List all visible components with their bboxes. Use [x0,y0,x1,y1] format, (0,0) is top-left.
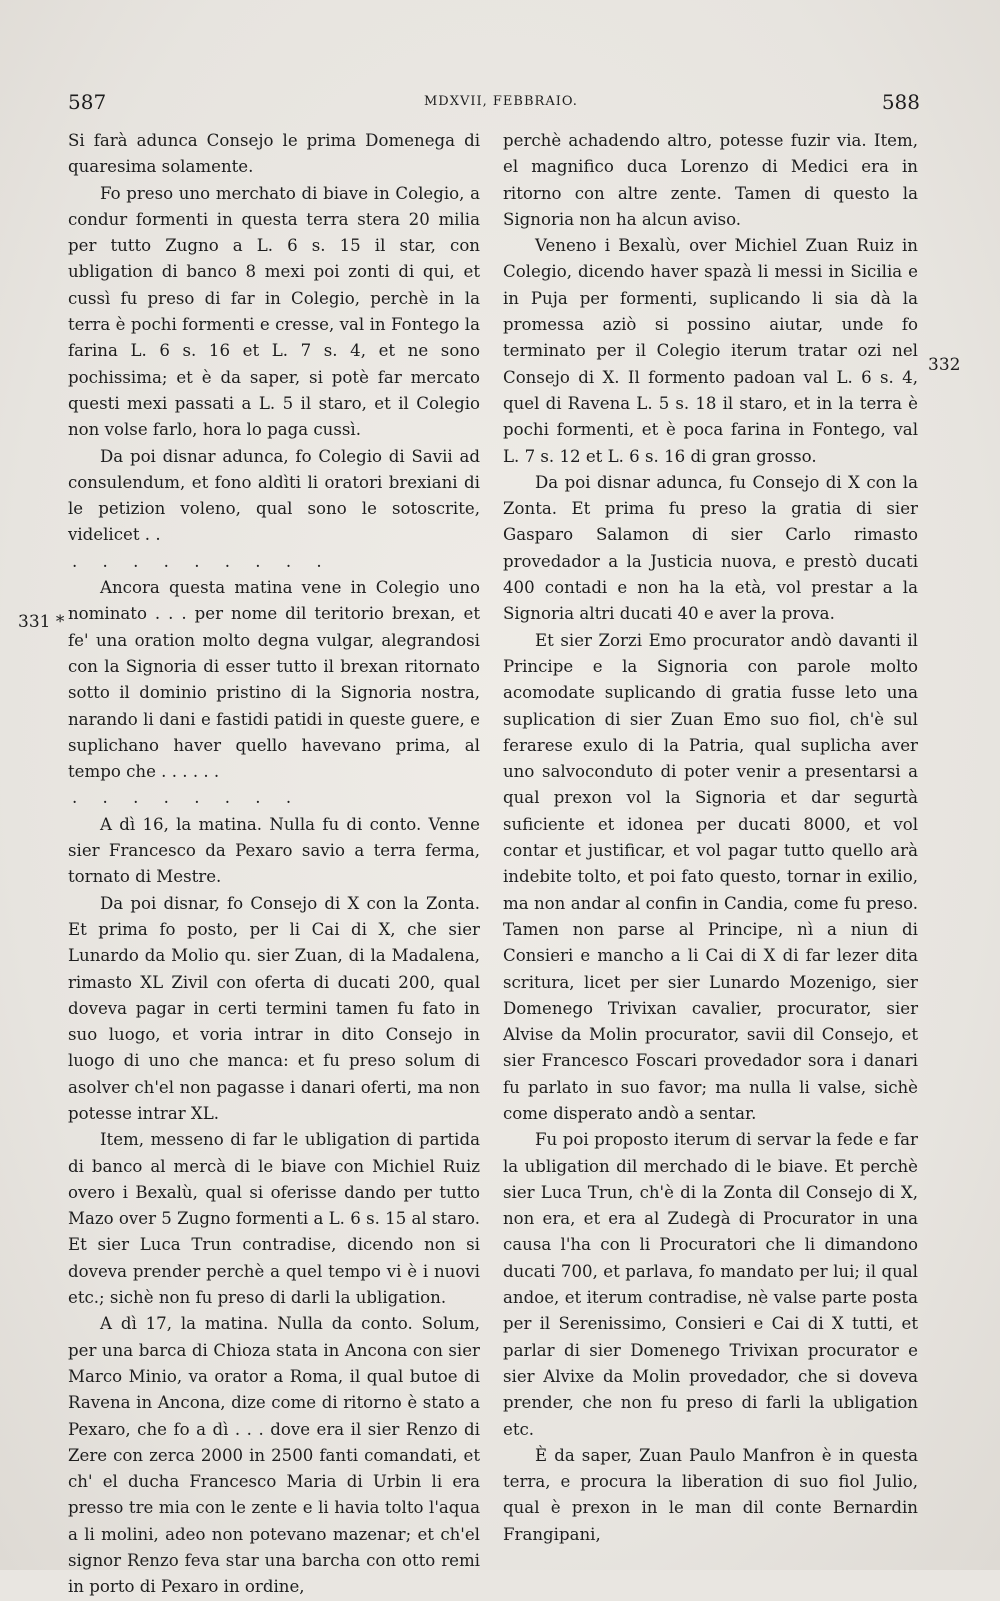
paragraph: Fu poi proposto iterum di servar la fede e far la ubligation dil merchado di le biave. Et perchè sier Luca Trun, ch'è di la Zonta dil Consejo di X, non era, et era al Zudegà di Procurator in una causa l'ha con li Procuratori che li dimandono ducati 700, et parlava, fo mandato per lui; il qual andoe, et iterum contradise, nè valse parte posta per il Serenissimo, Consieri e Cai di X tutti, et parlar di sier Domenego Trivixan procurator e sier Alvixe da Molin provedador, che si doveva prender, che non fu preso di farli la ubligation etc. [503,1130,918,1439]
right-column [503,128,918,1548]
margin-reference-left: 331 * [18,612,65,632]
margin-reference-right: 332 [928,355,961,375]
ellipsis-line: . . . . . . . . [72,788,302,808]
paragraph: Item, messeno di far le ubligation di partida di banco al mercà di le biave con Michiel Ruiz overo i Bexalù, qual si oferisse dando per tutto Mazo over 5 Zugno formenti a L. 6 s. 15 al staro. Et sier Luca Trun contradise, dicendo non si doveva prender perchè a quel tempo vi è i nuovi etc.; sichè non fu preso di darli la ubligation. [68,1130,480,1308]
paragraph: Ancora questa matina vene in Colegio uno nominato . . . per nome dil teritorio brexan, et fe' una oration molto degna vulgar, alegrandosi con la Signoria di esser tutto il brexan ritornato sotto il dominio pristino di la Signoria nostra, narando li dani e fastidi patidi in queste guere, e suplichano haver quello havevano prima, al tempo che . . . . . . [68,578,480,782]
paragraph: A dì 17, la matina. Nulla da conto. Solum, per una barca di Chioza stata in Ancona con sier Marco Minio, va orator a Roma, il qual butoe di Ravena in Ancona, dize come di ritorno è stato a Pexaro, che fo a dì . . . dove era il sier Renzo di Zere con zerca 2000 in 2500 fanti comandati, et ch' el ducha Francesco Maria di Urbin li era presso tre mia con le zente e li havia tolto l'aqua a li molini, adeo non potevano mazenar; et ch'el signor Renzo feva star una barcha con otto remi in porto di Pexaro in ordine, [68,1314,480,1597]
paragraph: Et sier Zorzi Emo procurator andò davanti il Principe e la Signoria con parole molto acomodate suplicando di gratia fusse leto una suplication di sier Zuan Emo suo fiol, ch'è sul ferarese exulo di la Patria, qual suplicha aver uno salvoconduto di poter venir a presentarsi a qual prexon vol la Signoria et dar segurtà suficiente et idonea per ducati 8000, et vol contar et justificar, et vol pagar tutto quello arà indebite tolto, et poi fato questo, tornar in exilio, ma non andar al confin in Candia, come fu preso. Tamen non parse al Principe, nì a niun di Consieri e mancho a li Cai di X di far lezer dita scritura, licet per sier Lunardo Mozenigo, sier Domenego Trivixan cavalier, procurator, sier Alvise da Molin procurator, savii dil Consejo, et sier Francesco Foscari provedador sora i danari fu parlato in suo favor; ma nulla li valse, sichè come disperato andò a sentar. [503,630,918,1123]
paragraph: Da poi disnar adunca, fo Colegio di Savii ad consulendum, et fono aldìti li oratori brexiani di le petizion voleno, qual sono le sotoscrite, videlicet . . [68,446,480,545]
page-number-right: 588 [881,90,920,114]
left-column [68,128,480,1601]
ellipsis-line: . . . . . . . . . [72,551,332,571]
paragraph: A dì 16, la matina. Nulla fu di conto. Venne sier Francesco da Pexaro savio a terra ferma, tornato di Mestre. [68,814,480,887]
paragraph: Veneno i Bexalù, over Michiel Zuan Ruiz in Colegio, dicendo haver spazà li messi in Sicilia e in Puja per formenti, suplicando li sia dà la promessa aziò si possino aiutar, unde fo terminato per il Colegio iterum tratar ozi nel Consejo di X. Il formento padoan val L. 6 s. 4, quel di Ravena L. 5 s. 18 il staro, et in la terra è pochi formenti, et è poca farina in Fontego, val L. 7 s. 12 et L. 6 s. 16 di gran grosso. [503,236,918,466]
page-number-left: 587 [68,90,107,114]
paragraph: perchè achadendo altro, potesse fuzir via. Item, el magnifico duca Lorenzo di Medici era in ritorno con altre zente. Tamen di questo la Signoria non ha alcun aviso. [503,131,918,229]
paragraph: Da poi disnar, fo Consejo di X con la Zonta. Et prima fo posto, per li Cai di X, che sier Lunardo da Molio qu. sier Zuan, di la Madalena, rimasto XL Zivil con oferta di ducati 200, qual doveva pagar in certi termini tamen fu fato in suo luogo, et voria intrar in dito Consejo in luogo di uno che manca: et fu preso solum di asolver ch'el non pagasse i danari oferti, ma non potesse intrar XL. [68,893,480,1123]
paragraph: Fo preso uno merchato di biave in Colegio, a condur formenti in questa terra stera 20 milia per tutto Zugno a L. 6 s. 15 il star, con ubligation di banco 8 mexi poi zonti di qui, et cussì fu preso di far in Colegio, perchè in la terra è pochi formenti e cresse, val in Fontego la farina L. 6 s. 16 et L. 7 s. 4, et ne sono pochissima; et è da saper, si potè far mercato questi mexi passati a L. 5 il staro, et il Colegio non volse farlo, hora lo paga cussì. [68,183,480,440]
paragraph: È da saper, Zuan Paulo Manfron è in questa terra, e procura la liberation di suo fiol Julio, qual è prexon in le man dil conte Bernardin Frangipani, [503,1445,918,1544]
paragraph: Si farà adunca Consejo le prima Domenega di quaresima solamente. [68,131,480,177]
page-header [0,90,1000,116]
running-title: MDXVII, FEBBRAIO. [424,94,578,109]
paragraph: Da poi disnar adunca, fu Consejo di X con la Zonta. Et prima fu preso la gratia di sier Gasparo Salamon di sier Carlo rimasto provedador a la Justicia nuova, e prestò ducati 400 contadi e non ha la età, vol prestar a la Signoria altri ducati 40 e aver la prova. [503,472,918,624]
